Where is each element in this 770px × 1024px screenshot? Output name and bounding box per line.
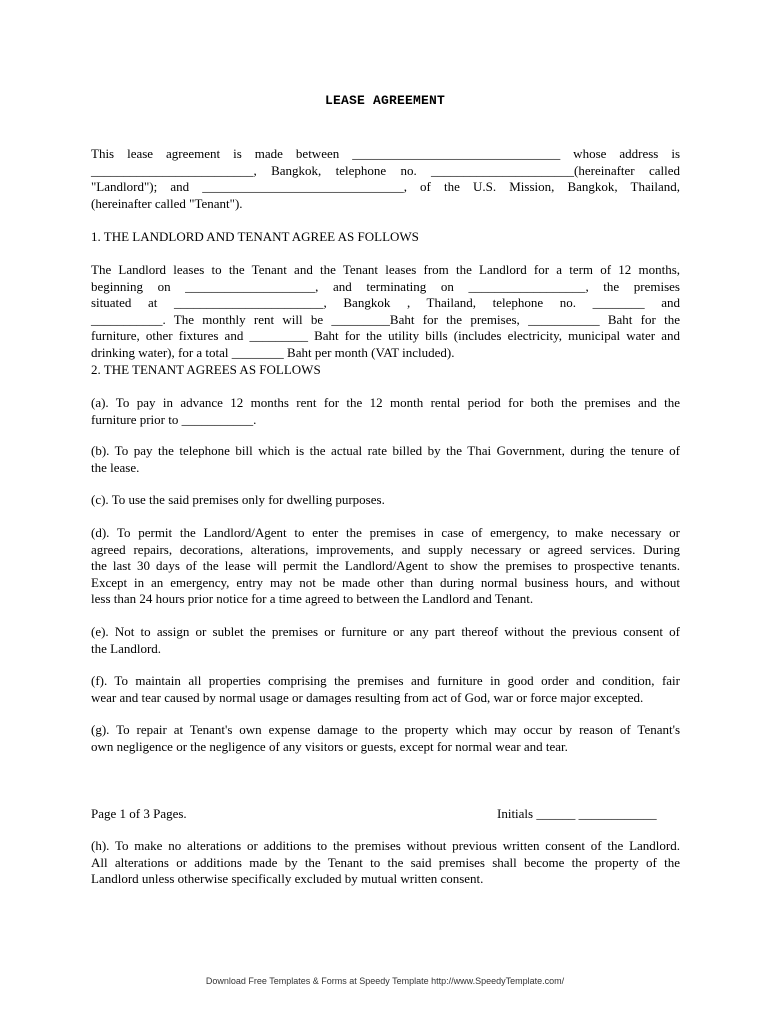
intro-line: This lease agreement is made between ________________________________ whose address is [91,146,680,161]
initials-field: Initials ______ ____________ [497,806,657,821]
clause-f [91,673,680,706]
clause-line: (d). To permit the Landlord/Agent to enter the premises in case of emergency, to make necessary or [91,525,680,540]
clause-line: All alterations or additions made by the Tenant to the said premises shall become the property of the [91,854,680,870]
clause-line: (e). Not to assign or sublet the premises or furniture or any part thereof without the previous consent of [91,624,680,639]
clause-line: (h). To make no alterations or additions to the premises without previous written consent of the Landlord. [91,838,680,853]
clause-line: Except in an emergency, entry may not be made other than during normal business hours, and without [91,574,680,590]
clause-line: the last 30 days of the lease will permit the Landlord/Agent to show the premises to prospective tenants. [91,558,680,574]
clause-line: (f). To maintain all properties comprising the premises and furniture in good order and condition, fair [91,673,680,688]
clause-line: Landlord unless otherwise specifically excluded by mutual written consent. [91,871,484,887]
intro-line: _________________________, Bangkok, telephone no. ______________________(hereinafter called [91,162,680,178]
clause-line: less than 24 hours prior notice for a time agreed to between the Landlord and Tenant. [91,591,534,607]
clause-line: furniture prior to ___________. [91,411,257,427]
section1-line: furniture, other fixtures and _________ Baht for the utility bills (includes electricity, municipal water and [91,328,680,344]
download-credit-link[interactable]: Download Free Templates & Forms at Speedy Template http://www.SpeedyTemplate.com/ [205,976,565,986]
clause-line: (a). To pay in advance 12 months rent for the 12 month rental period for both the premises and the [91,395,680,410]
clause-line: the lease. [91,459,140,475]
clause-a [91,395,680,428]
section2-heading: 2. THE TENANT AGREES AS FOLLOWS [91,361,321,377]
clause-e [91,624,680,657]
page-number: Page 1 of 3 Pages. [91,806,187,821]
clause-b [91,443,680,476]
clause-d [91,525,680,608]
section1-paragraph [91,262,680,378]
clause-line: (b). To pay the telephone bill which is the actual rate billed by the Thai Government, during the tenure of [91,443,680,458]
clause-line: (c). To use the said premises only for dwelling purposes. [91,492,385,507]
section-heading-text: 1. THE LANDLORD AND TENANT AGREE AS FOLLOWS [91,229,419,244]
intro-line: (hereinafter called "Tenant"). [91,195,243,211]
section1-line: situated at _______________________, Bangkok , Thailand, telephone no. ________ and [91,295,680,311]
intro-paragraph [91,146,680,212]
clause-line: (g). To repair at Tenant's own expense damage to the property which may occur by reason of Tenant's [91,722,680,737]
clause-g [91,722,680,755]
clause-line: own negligence or the negligence of any visitors or guests, except for normal wear and tear. [91,738,568,754]
section1-line: drinking water), for a total ________ Baht per month (VAT included). [91,344,455,360]
clause-h [91,838,680,888]
clause-line: wear and tear caused by normal usage or damages resulting from act of God, war or force major excepted. [91,689,644,705]
clause-line: the Landlord. [91,640,162,656]
section1-line: The Landlord leases to the Tenant and the Tenant leases from the Landlord for a term of 12 months, [91,262,680,277]
section1-line: ___________. The monthly rent will be _________Baht for the premises, ___________ Baht for the [91,311,680,327]
clause-line: agreed repairs, decorations, alterations, improvements, and supply necessary or agreed services. During [91,541,680,557]
section1-heading [91,229,680,246]
document-title: LEASE AGREEMENT [324,93,446,108]
intro-line: "Landlord"); and _______________________________, of the U.S. Mission, Bangkok, Thailand, [91,179,680,195]
clause-c [91,492,680,509]
section1-line: beginning on ____________________, and terminating on __________________, the premises [91,278,680,294]
